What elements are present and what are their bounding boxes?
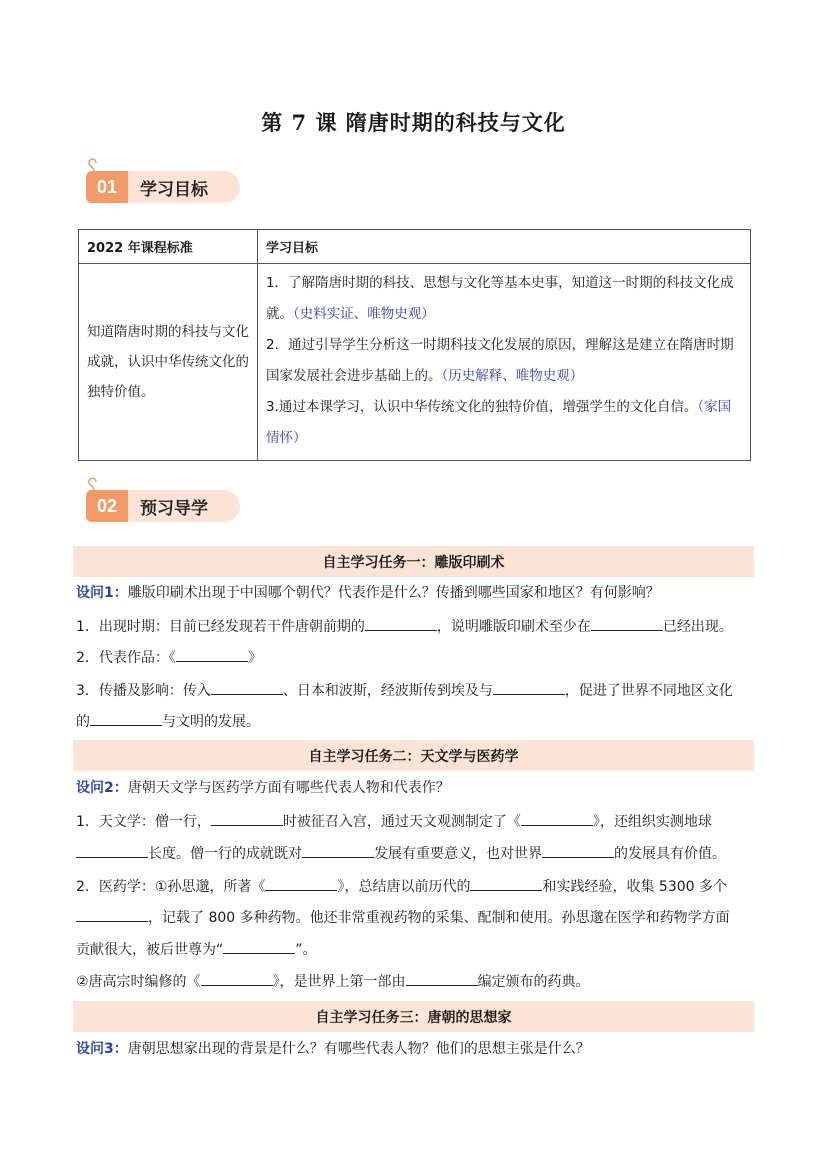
fill-line: 1．天文学：僧一行， 时被征召入宫，通过天文观测制定了《 》，还组织实测地球 (76, 814, 712, 830)
blank[interactable] (211, 681, 283, 695)
blank[interactable] (176, 648, 248, 662)
blank[interactable] (493, 681, 565, 695)
goals-table (78, 229, 751, 461)
fill-line: 长度。僧一行的成就既对 发展有重要意义，也对世界 的发展具有价值。 (76, 844, 756, 864)
section-badge-goals (84, 155, 242, 205)
table-header-standard: 2022 年课程标准 (79, 230, 258, 264)
goal-item: 3.通过本课学习，认识中华传统文化的独特价值，增强学生的文化自信。（家国情怀） (266, 399, 732, 446)
table-header-goals: 学习目标 (258, 230, 751, 264)
goal-item: 2．通过引导学生分析这一时期科技文化发展的原因，理解这是建立在隋唐时期国家发展社会进步基础上的。（历史解释、唯物史观） (266, 337, 734, 384)
fill-line: 3．传播及影响：传入 、日本和波斯，经波斯传到埃及与 ，促进了世界不同地区文化 (76, 683, 733, 699)
blank[interactable] (265, 877, 337, 891)
blank[interactable] (406, 972, 478, 986)
fill-line: 贡献很大，被后世尊为“ ”。 (76, 942, 317, 958)
fill-line: ②唐高宗时编修的《 》，是世界上第一部由 编定颁布的药典。 (76, 974, 590, 990)
blank[interactable] (76, 908, 148, 922)
standard-text: 知道隋唐时期的科技与文化成就，认识中华传统文化的独特价值。 (79, 264, 258, 461)
section-label: 预习导学 (140, 498, 208, 519)
task-heading: 自主学习任务一：雕版印刷术 (73, 546, 754, 577)
blank[interactable] (302, 844, 374, 858)
fill-line: ，记载了 800 多种药物。他还非常重视药物的采集、配制和使用。孙思邈在医学和药物学方面 (76, 908, 756, 928)
blank[interactable] (365, 617, 437, 631)
blank[interactable] (90, 712, 162, 726)
blank[interactable] (201, 972, 273, 986)
question-line: 设问3：唐朝思想家出现的背景是什么？有哪些代表人物？他们的思想主张是什么？ (76, 1041, 590, 1057)
task-heading: 自主学习任务三：唐朝的思想家 (73, 1001, 754, 1032)
question-line: 设问2：唐朝天文学与医药学方面有哪些代表人物和代表作？ (76, 780, 450, 796)
section-badge-preview (84, 474, 242, 524)
question-line: 设问1：雕版印刷术出现于中国哪个朝代？代表作是什么？传播到哪些国家和地区？有何影响？ (76, 585, 660, 601)
blank[interactable] (223, 940, 295, 954)
section-label: 学习目标 (140, 179, 208, 200)
task-heading: 自主学习任务二：天文学与医药学 (73, 740, 754, 771)
fill-line: 2．代表作品：《 》 (76, 650, 262, 666)
section-number: 01 (86, 171, 128, 203)
blank[interactable] (76, 844, 148, 858)
blank[interactable] (521, 812, 593, 826)
fill-line: 1．出现时期：目前已经发现若干件唐朝前期的 ，说明雕版印刷术至少在 已经出现。 (76, 619, 733, 635)
blank[interactable] (211, 812, 283, 826)
page-title: 第 7 课 隋唐时期的科技与文化 (261, 110, 566, 135)
goal-item: 1．了解隋唐时期的科技、思想与文化等基本史事，知道这一时期的科技文化成就。（史料实证、唯物史观） (266, 275, 734, 322)
section-number: 02 (86, 490, 128, 522)
fill-line: 2．医药学：①孙思邈，所著《 》，总结唐以前历代的 和实践经验，收集 5300 多个 (76, 879, 727, 895)
goals-list (258, 264, 751, 461)
blank[interactable] (542, 844, 614, 858)
fill-line: 的 与文明的发展。 (76, 714, 260, 730)
blank[interactable] (470, 877, 542, 891)
blank[interactable] (591, 617, 663, 631)
